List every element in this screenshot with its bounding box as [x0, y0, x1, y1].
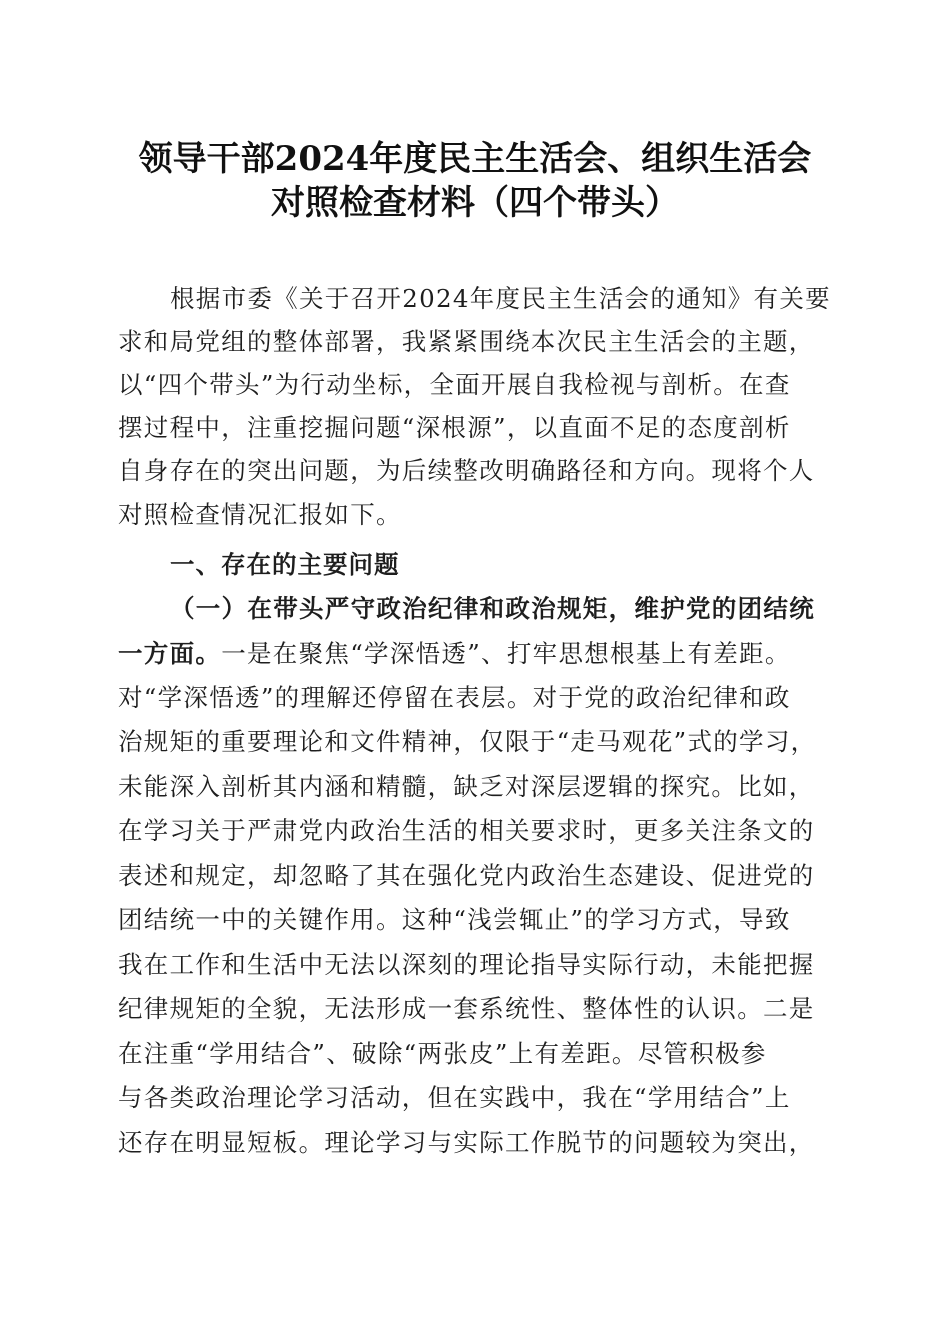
body-line: 未能深入剖析其内涵和精髓，缺乏对深层逻辑的探究。比如， [118, 772, 815, 801]
intro-line: 自身存在的突出问题，为后续整改明确路径和方向。现将个人 [118, 456, 815, 485]
body-line: 表述和规定，却忽略了其在强化党内政治生态建设、促进党的 [118, 861, 815, 890]
document-title-line-1: 领导干部2024年度民主生活会、组织生活会 [138, 139, 812, 179]
body-line: 在学习关于严肃党内政治生活的相关要求时，更多关注条文的 [118, 816, 815, 845]
intro-line: 摆过程中，注重挖掘问题“深根源”，以直面不足的态度剖析 [118, 413, 791, 442]
body-line-mixed [118, 639, 830, 669]
intro-line: 以“四个带头”为行动坐标，全面开展自我检视与剖析。在查 [118, 370, 791, 399]
document-title-line-2: 对照检查材料（四个带头） [271, 183, 679, 223]
intro-line: 求和局党组的整体部署，我紧紧围绕本次民主生活会的主题， [118, 327, 815, 356]
body-text: 一是在聚焦“学深悟透”、打牢思想根基上有差距。 [221, 639, 791, 668]
body-line: 在注重“学用结合”、破除“两张皮”上有差距。尽管积极参 [118, 1039, 767, 1068]
body-line: 还存在明显短板。理论学习与实际工作脱节的问题较为突出， [118, 1128, 815, 1157]
body-line: 与各类政治理论学习活动，但在实践中，我在“学用结合”上 [118, 1083, 791, 1112]
body-line: 纪律规矩的全貌，无法形成一套系统性、整体性的认识。二是 [118, 994, 815, 1023]
subsection-heading: （一）在带头严守政治纪律和政治规矩，维护党的团结统 [170, 594, 815, 623]
body-line: 团结统一中的关键作用。这种“浅尝辄止”的学习方式，导致 [118, 905, 791, 934]
body-line: 对“学深悟透”的理解还停留在表层。对于党的政治纪律和政 [118, 683, 791, 712]
section-heading: 一、存在的主要问题 [170, 550, 400, 579]
body-line: 我在工作和生活中无法以深刻的理论指导实际行动，未能把握 [118, 950, 815, 979]
intro-line: 根据市委《关于召开2024年度民主生活会的通知》有关要 [170, 284, 831, 313]
intro-line: 对照检查情况汇报如下。 [118, 500, 402, 529]
subsection-heading-end: 一方面。 [118, 639, 222, 668]
body-line: 治规矩的重要理论和文件精神，仅限于“走马观花”式的学习， [118, 727, 817, 756]
